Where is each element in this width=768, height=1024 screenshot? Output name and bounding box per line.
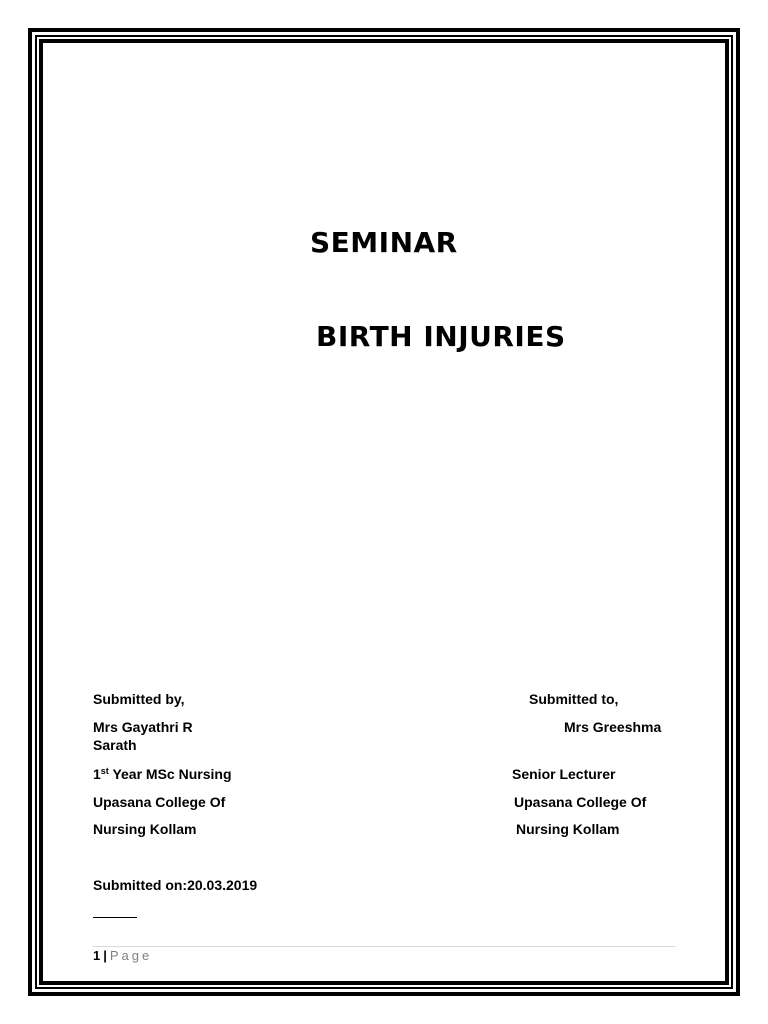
year-course: Year MSc Nursing — [108, 766, 232, 782]
guide-place: Nursing Kollam — [516, 821, 620, 837]
student-college: Upasana College Of — [93, 794, 226, 810]
topic-title: BIRTH INJURIES — [316, 320, 566, 353]
year-number: 1 — [93, 766, 101, 782]
guide-designation: Senior Lecturer — [512, 766, 616, 782]
guide-name: Mrs Greeshma — [564, 719, 662, 735]
page-border-inner — [39, 39, 729, 985]
student-name: Mrs Gayathri R — [93, 719, 193, 735]
submission-date: Submitted on:20.03.2019 — [93, 877, 258, 893]
submitted-by-label: Submitted by, — [93, 691, 185, 707]
page-number: 1 — [93, 948, 101, 963]
page-separator: | — [103, 948, 107, 963]
submitted-to-label: Submitted to, — [529, 691, 619, 707]
student-year — [93, 766, 232, 783]
student-name-continued: Sarath — [93, 737, 137, 753]
seminar-heading: SEMINAR — [310, 226, 458, 259]
signature-line — [93, 917, 137, 918]
page-label: Page — [109, 948, 153, 963]
student-place: Nursing Kollam — [93, 821, 197, 837]
year-ordinal-suffix: st — [100, 766, 109, 776]
page-footer — [93, 948, 152, 963]
footer-divider — [93, 946, 676, 947]
guide-college: Upasana College Of — [514, 794, 647, 810]
